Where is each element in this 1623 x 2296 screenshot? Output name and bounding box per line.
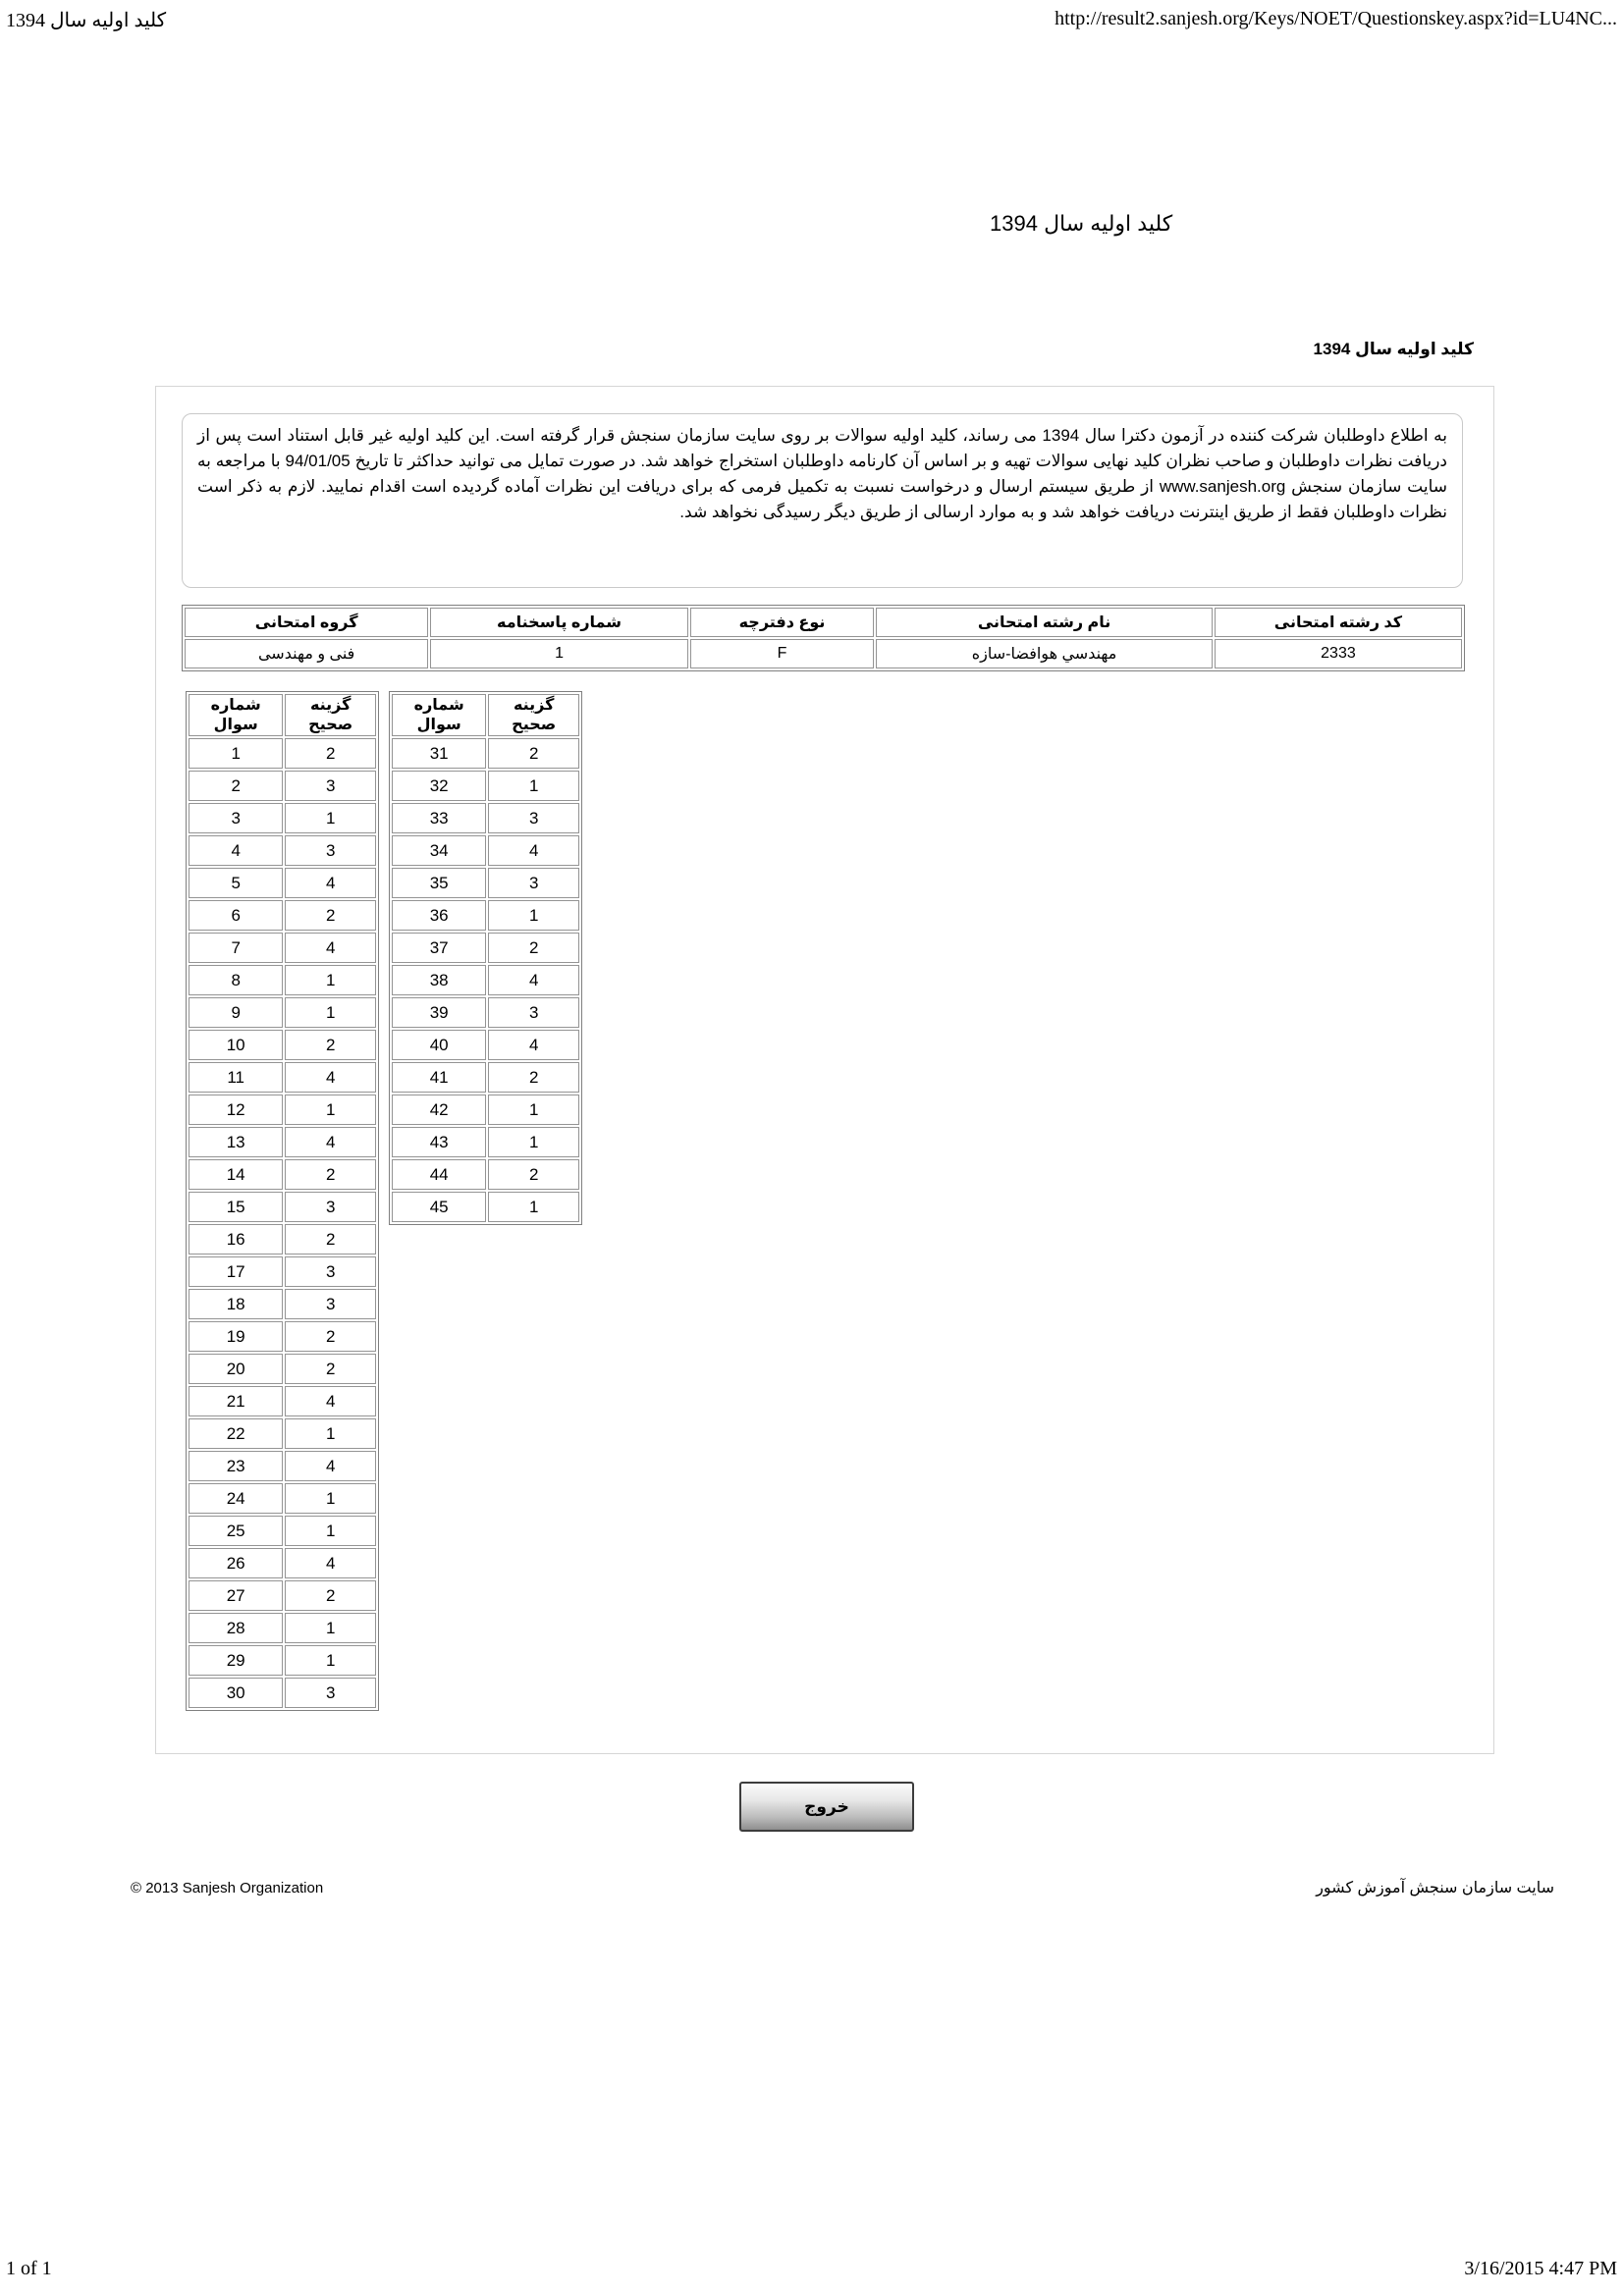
question-number: 29 [189,1645,283,1676]
value-field-name: مهندسي هوافضا-سازه [876,639,1213,668]
correct-option: 2 [285,1580,376,1611]
answer-row [392,997,579,1028]
answer-row [189,1516,376,1546]
exit-button[interactable]: خروج [739,1782,914,1832]
value-exam-group: فنی و مهندسی [185,639,428,668]
question-number: 36 [392,900,486,931]
answer-row [189,1645,376,1676]
answer-row [392,965,579,995]
answer-row [189,1256,376,1287]
question-number: 42 [392,1095,486,1125]
answer-row [189,1483,376,1514]
correct-option: 1 [285,1516,376,1546]
answer-row [189,1159,376,1190]
question-number: 24 [189,1483,283,1514]
notice-paragraph: به اطلاع داوطلبان شرکت کننده در آزمون دکترا سال 1394 می رساند، کلید اولیه سوالات بر روی سایت سازمان سنجش قرار گرفته است. این کلید اولیه غیر قابل استناد است پس از دریافت نظرات داوطلبان و صاحب نظران کلید نهایی سوالات تهیه و بر اساس آن کارنامه داوطلبان استخراج خواهد شد. در صورت تمایل می توانید حداکثر تا تاریخ 94/01/05 با مراجعه به سایت سازمان سنجش www.sanjesh.org از طریق سیستم ارسال و درخواست نسبت به تکمیل فرمی که برای دریافت این نظرات آماده گردیده است اقدام نمایید. لازم به ذکر است نظرات داوطلبان فقط از طریق اینترنت دریافت خواهد شد و به موارد ارسالی از طریق دیگر رسیدگی نخواهد شد. [182,413,1463,588]
correct-option: 1 [488,771,579,801]
section-title: کلید اولیه سال 1394 [1313,340,1474,358]
answer-key-table-2 [389,691,582,1225]
content-box [155,386,1494,1754]
answer-row [392,771,579,801]
answer-row [189,1321,376,1352]
correct-option: 1 [488,1095,579,1125]
answer-row [189,835,376,866]
correct-option: 2 [488,1159,579,1190]
correct-option: 4 [488,965,579,995]
print-header [6,8,1617,32]
answer-row [392,1062,579,1093]
answer-row [392,738,579,769]
header-correct-option: گزینه صحیح [285,694,376,736]
question-number: 12 [189,1095,283,1125]
header-exam-group: گروه امتحانی [185,608,428,637]
answer-row [189,1289,376,1319]
question-number: 43 [392,1127,486,1157]
correct-option: 1 [285,965,376,995]
question-number: 34 [392,835,486,866]
correct-option: 2 [285,1354,376,1384]
question-number: 9 [189,997,283,1028]
answer-row [189,1678,376,1708]
header-field-name: نام رشته امتحانی [876,608,1213,637]
correct-option: 1 [488,1192,579,1222]
answer-row [189,1451,376,1481]
correct-option: 1 [488,900,579,931]
correct-option: 3 [285,835,376,866]
question-number: 26 [189,1548,283,1578]
question-number: 8 [189,965,283,995]
exam-info-data-row [185,639,1462,668]
header-correct-option: گزینه صحیح [488,694,579,736]
correct-option: 3 [285,1289,376,1319]
answer-row [392,1159,579,1190]
print-footer [6,2258,1617,2280]
correct-option: 4 [488,1030,579,1060]
question-number: 6 [189,900,283,931]
correct-option: 2 [488,933,579,963]
correct-option: 2 [285,1224,376,1255]
answer-row [189,1224,376,1255]
question-number: 13 [189,1127,283,1157]
question-number: 33 [392,803,486,833]
correct-option: 3 [285,1256,376,1287]
question-number: 1 [189,738,283,769]
correct-option: 4 [285,1127,376,1157]
header-question-number: شماره سوال [392,694,486,736]
correct-option: 1 [285,1095,376,1125]
question-number: 2 [189,771,283,801]
question-number: 11 [189,1062,283,1093]
answer-row [189,1386,376,1416]
answer-row [189,1030,376,1060]
header-answersheet-number: شماره پاسخنامه [430,608,687,637]
question-number: 30 [189,1678,283,1708]
correct-option: 4 [285,1062,376,1093]
answer-row [392,1127,579,1157]
correct-option: 1 [285,1483,376,1514]
correct-option: 4 [285,1451,376,1481]
answer-row [392,933,579,963]
answer-row [392,835,579,866]
correct-option: 1 [285,803,376,833]
question-number: 25 [189,1516,283,1546]
correct-option: 1 [285,1418,376,1449]
answer-row [392,1192,579,1222]
answer-row [189,1127,376,1157]
correct-option: 3 [285,1678,376,1708]
correct-option: 1 [285,1613,376,1643]
question-number: 27 [189,1580,283,1611]
print-footer-timestamp: 3/16/2015 4:47 PM [1464,2258,1617,2279]
print-header-url: http://result2.sanjesh.org/Keys/NOET/Questionskey.aspx?id=LU4NC... [1055,8,1617,29]
correct-option: 1 [488,1127,579,1157]
answer-row [392,1095,579,1125]
correct-option: 4 [285,1386,376,1416]
correct-option: 3 [488,868,579,898]
question-number: 37 [392,933,486,963]
question-number: 4 [189,835,283,866]
question-number: 15 [189,1192,283,1222]
correct-option: 2 [488,738,579,769]
correct-option: 4 [285,933,376,963]
value-answersheet-number: 1 [430,639,687,668]
question-number: 5 [189,868,283,898]
answer-row [189,965,376,995]
answer-row [189,933,376,963]
question-number: 21 [189,1386,283,1416]
answer-row [189,738,376,769]
question-number: 18 [189,1289,283,1319]
question-number: 41 [392,1062,486,1093]
correct-option: 2 [285,900,376,931]
correct-option: 3 [488,997,579,1028]
question-number: 22 [189,1418,283,1449]
answer-row [189,771,376,801]
answer-key-section [186,691,582,1711]
question-number: 7 [189,933,283,963]
answer-key-table-1 [186,691,379,1711]
answer-row [392,1030,579,1060]
site-footer-org-name: سایت سازمان سنجش آموزش کشور [1316,1880,1554,1896]
print-header-title: کلید اولیه سال 1394 [6,10,167,31]
correct-option: 1 [285,997,376,1028]
correct-option: 2 [285,738,376,769]
header-question-number: شماره سوال [189,694,283,736]
question-number: 10 [189,1030,283,1060]
print-footer-page-count: 1 of 1 [6,2258,52,2279]
answer-row [189,1192,376,1222]
correct-option: 1 [285,1645,376,1676]
question-number: 3 [189,803,283,833]
correct-option: 2 [285,1030,376,1060]
answer-row [189,900,376,931]
answer-key-header-row [189,694,376,736]
answer-row [189,803,376,833]
question-number: 19 [189,1321,283,1352]
correct-option: 3 [285,1192,376,1222]
question-number: 40 [392,1030,486,1060]
header-exam-code: کد رشته امتحانی [1215,608,1462,637]
question-number: 17 [189,1256,283,1287]
correct-option: 3 [488,803,579,833]
answer-row [189,1580,376,1611]
answer-row [392,900,579,931]
exam-info-table [182,605,1465,671]
question-number: 44 [392,1159,486,1190]
question-number: 45 [392,1192,486,1222]
question-number: 38 [392,965,486,995]
page-title: کلید اولیه سال 1394 [990,211,1173,236]
site-footer-copyright: © 2013 Sanjesh Organization [131,1880,324,1896]
question-number: 31 [392,738,486,769]
answer-row [189,1418,376,1449]
correct-option: 2 [285,1321,376,1352]
value-booklet-type: F [690,639,874,668]
correct-option: 2 [285,1159,376,1190]
value-exam-code: 2333 [1215,639,1462,668]
answer-row [189,1548,376,1578]
question-number: 16 [189,1224,283,1255]
correct-option: 4 [285,868,376,898]
question-number: 23 [189,1451,283,1481]
answer-row [189,1062,376,1093]
answer-row [189,868,376,898]
exam-info-header-row [185,608,1462,637]
answer-row [189,1354,376,1384]
question-number: 39 [392,997,486,1028]
answer-row [189,997,376,1028]
answer-row [189,1613,376,1643]
question-number: 28 [189,1613,283,1643]
answer-row [189,1095,376,1125]
question-number: 35 [392,868,486,898]
correct-option: 3 [285,771,376,801]
correct-option: 4 [285,1548,376,1578]
answer-key-header-row [392,694,579,736]
correct-option: 4 [488,835,579,866]
question-number: 32 [392,771,486,801]
header-booklet-type: نوع دفترچه [690,608,874,637]
question-number: 14 [189,1159,283,1190]
answer-row [392,868,579,898]
correct-option: 2 [488,1062,579,1093]
question-number: 20 [189,1354,283,1384]
answer-row [392,803,579,833]
